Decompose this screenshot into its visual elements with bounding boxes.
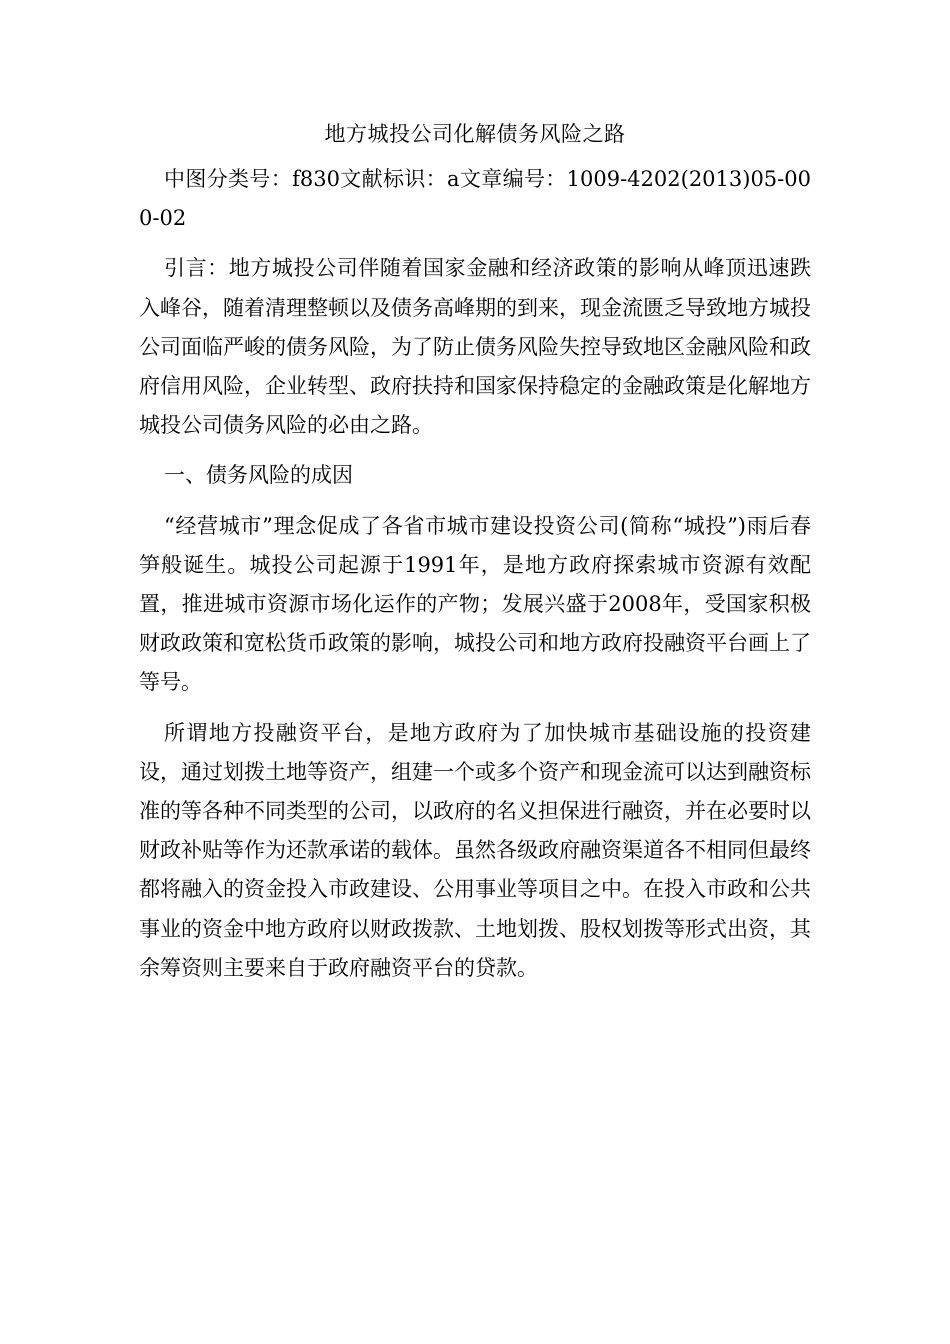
document-title: 地方城投公司化解债务风险之路 <box>324 122 626 146</box>
body-paragraph: 所谓地方投融资平台，是地方政府为了加快城市基础设施的投资建设，通过划拨土地等资产，组建一个或多个资产和现金流可以达到融资标准的等各种不同类型的公司，以政府的名义担保进行融资，并在必要时以财政补贴等作为还款承诺的载体。虽然各级政府融资渠道各不相同但最终都将融入的资金投入市政建设、公用事业等项目之中。在投入市政和公共事业的资金中地方政府以财政拨款、土地划拨、股权划拨等形式出资，其余筹资则主要来自于政府融资平台的贷款。 <box>139 720 811 980</box>
document-body <box>139 160 811 999</box>
section-heading: 一、债务风险的成因 <box>164 463 353 488</box>
intro-paragraph: 引言：地方城投公司伴随着国家金融和经济政策的影响从峰顶迅速跌入峰谷，随着清理整顿以及债务高峰期的到来，现金流匮乏导致地方城投公司面临严峻的债务风险，为了防止债务风险失控导致地区金融风险和政府信用风险，企业转型、政府扶持和国家保持稳定的金融政策是化解地方城投公司债务风险的必由之路。 <box>139 256 811 438</box>
body-paragraph: “经营城市”理念促成了各省市城市建设投资公司(简称“城投”)雨后春笋般诞生。城投公司起源于1991年，是地方政府探索城市资源有效配置，推进城市资源市场化运作的产物；发展兴盛于2008年，受国家积极财政政策和宽松货币政策的影响，城投公司和地方政府投融资平台画上了等号。 <box>139 513 811 695</box>
classification-line: 中图分类号：f830文献标识：a文章编号：1009-4202(2013)05-000-02 <box>139 167 811 231</box>
